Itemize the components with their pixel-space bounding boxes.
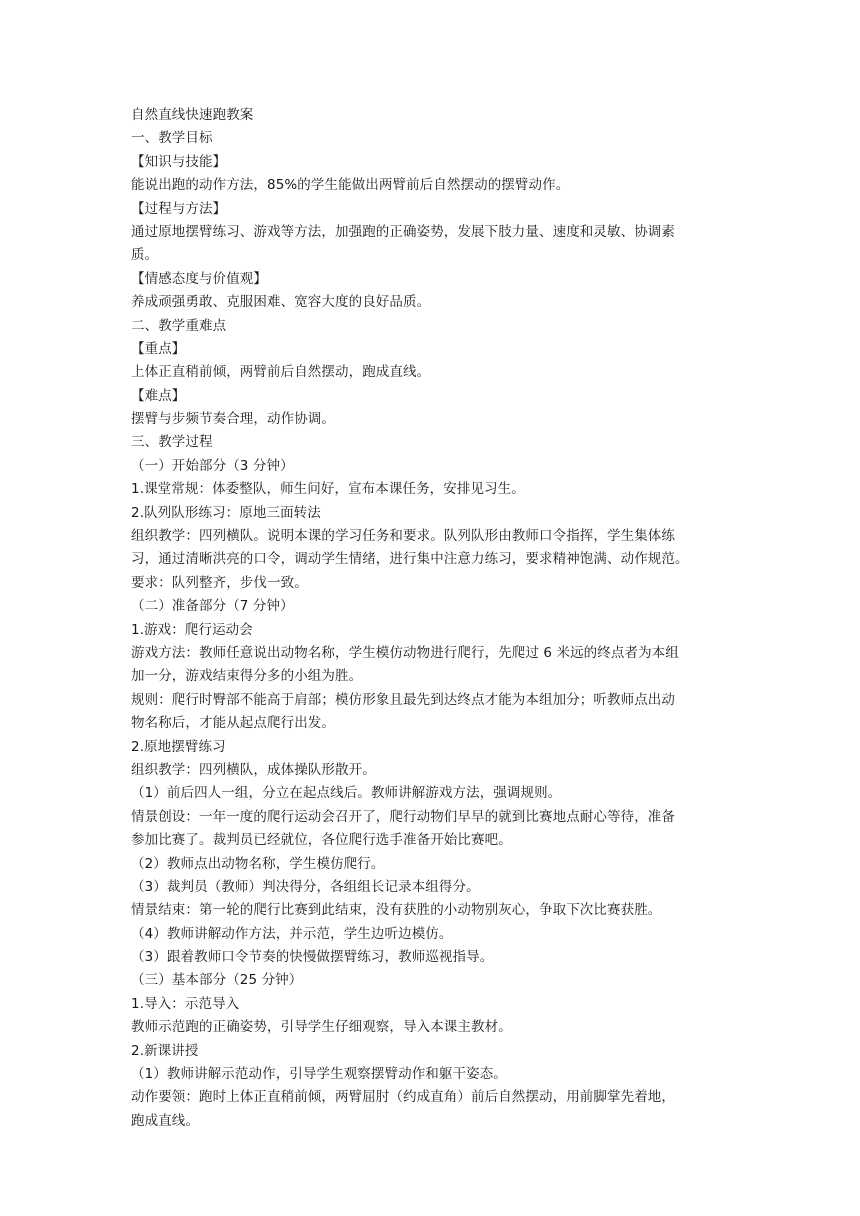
paragraph-line: 物名称后，才能从起点爬行出发。 xyxy=(131,715,335,732)
paragraph-line: 教师示范跑的正确姿势，引导学生仔细观察，导入本课主教材。 xyxy=(131,1019,512,1036)
paragraph-line: 1.导入：示范导入 xyxy=(131,995,240,1012)
paragraph-line: （1）教师讲解示范动作，引导学生观察摆臂动作和躯干姿态。 xyxy=(131,1066,507,1083)
part-heading: （一）开始部分（3 分钟） xyxy=(131,457,294,474)
paragraph-line: 1.课堂常规：体委整队，师生问好，宣布本课任务，安排见习生。 xyxy=(131,481,525,498)
paragraph-line: 要求：队列整齐，步伐一致。 xyxy=(131,574,308,591)
paragraph-line: （4）教师讲解动作方法，并示范，学生边听边模仿。 xyxy=(131,925,453,942)
section-heading: 一、教学目标 xyxy=(131,130,213,147)
paragraph-line: 质。 xyxy=(131,247,159,264)
paragraph-line: 组织教学：四列横队。说明本课的学习任务和要求。队列队形由教师口令指挥，学生集体练 xyxy=(131,528,675,545)
paragraph-line: 1.游戏：爬行运动会 xyxy=(131,621,253,638)
paragraph-line: 规则：爬行时臀部不能高于肩部；模仿形象且最先到达终点才能为本组加分；听教师点出动 xyxy=(131,691,675,708)
document-title: 自然直线快速跑教案 xyxy=(131,107,254,123)
subsection-heading: 【难点】 xyxy=(131,387,186,404)
section-heading: 二、教学重难点 xyxy=(131,317,227,334)
paragraph-line: 加一分，游戏结束得分多的小组为胜。 xyxy=(131,668,363,685)
paragraph-line: 2.队列队形练习：原地三面转法 xyxy=(131,504,321,521)
paragraph-line: （2）教师点出动物名称，学生模仿爬行。 xyxy=(131,855,385,872)
paragraph-line: 2.新课讲授 xyxy=(131,1042,199,1059)
paragraph-line: 情景创设：一年一度的爬行运动会召开了，爬行动物们早早的就到比赛地点耐心等待，准备 xyxy=(131,808,675,825)
document-body xyxy=(131,104,731,1133)
paragraph-line: 跑成直线。 xyxy=(131,1112,199,1129)
paragraph-line: （1）前后四人一组，分立在起点线后。教师讲解游戏方法，强调规则。 xyxy=(131,785,562,802)
subsection-heading: 【知识与技能】 xyxy=(131,153,227,170)
paragraph-line: 情景结束：第一轮的爬行比赛到此结束，没有获胜的小动物别灰心，争取下次比赛获胜。 xyxy=(131,902,662,919)
paragraph-line: 通过原地摆臂练习、游戏等方法，加强跑的正确姿势，发展下肢力量、速度和灵敏、协调素 xyxy=(131,223,675,240)
part-heading: （三）基本部分（25 分钟） xyxy=(131,972,303,989)
paragraph-line: 游戏方法：教师任意说出动物名称，学生模仿动物进行爬行，先爬过 6 米远的终点者为本组 xyxy=(131,644,679,661)
subsection-heading: 【重点】 xyxy=(131,340,186,357)
subsection-heading: 【过程与方法】 xyxy=(131,200,227,217)
part-heading: （二）准备部分（7 分钟） xyxy=(131,598,294,615)
section-heading: 三、教学过程 xyxy=(131,434,213,451)
paragraph-line: 动作要领：跑时上体正直稍前倾，两臂屈肘（约成直角）前后自然摆动，用前脚掌先着地， xyxy=(131,1089,675,1106)
paragraph-line: 习，通过清晰洪亮的口令，调动学生情绪，进行集中注意力练习，要求精神饱满、动作规范。 xyxy=(131,551,689,568)
paragraph-line: 摆臂与步频节奏合理，动作协调。 xyxy=(131,411,335,428)
paragraph-line: 参加比赛了。裁判员已经就位，各位爬行选手准备开始比赛吧。 xyxy=(131,832,512,849)
paragraph-line: 2.原地摆臂练习 xyxy=(131,738,226,755)
paragraph-line: 组织教学：四列横队，成体操队形散开。 xyxy=(131,761,376,778)
paragraph-line: （3）裁判员（教师）判决得分，各组组长记录本组得分。 xyxy=(131,878,480,895)
subsection-heading: 【情感态度与价值观】 xyxy=(131,270,267,287)
paragraph-line: 能说出跑的动作方法，85%的学生能做出两臂前后自然摆动的摆臂动作。 xyxy=(131,177,570,194)
paragraph-line: （3）跟着教师口令节奏的快慢做摆臂练习，教师巡视指导。 xyxy=(131,949,494,966)
paragraph-line: 养成顽强勇敢、克服困难、宽容大度的良好品质。 xyxy=(131,294,431,311)
paragraph-line: 上体正直稍前倾，两臂前后自然摆动，跑成直线。 xyxy=(131,364,431,381)
